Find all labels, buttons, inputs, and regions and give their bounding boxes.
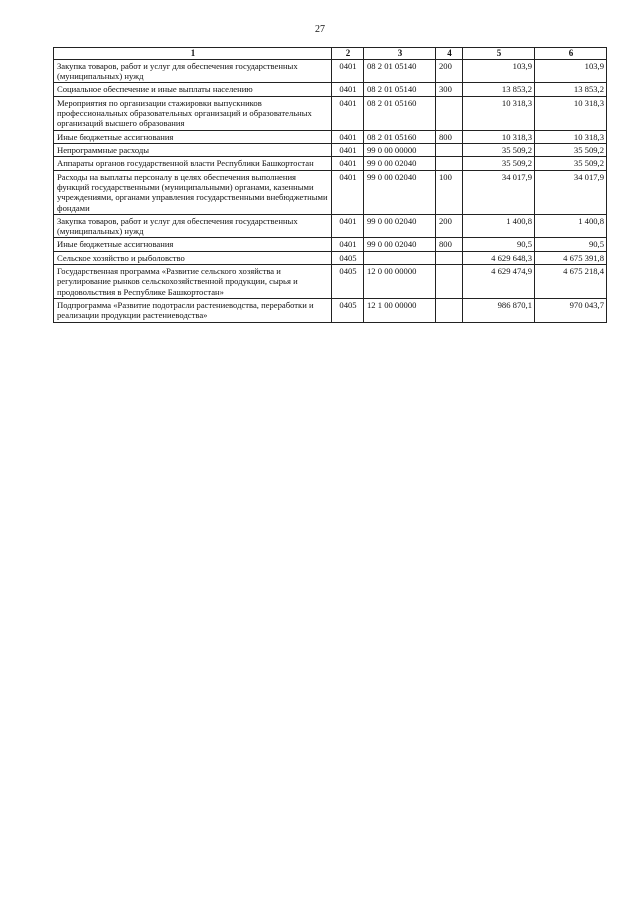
table-row [54, 170, 607, 214]
table-row [54, 143, 607, 156]
header-col-amount-1: 5 [463, 48, 535, 60]
cell-target-code: 99 0 00 02040 [364, 238, 436, 251]
table-row [54, 59, 607, 83]
cell-expense-type [436, 265, 463, 299]
header-col-amount-2: 6 [535, 48, 607, 60]
header-col-name: 1 [54, 48, 332, 60]
cell-name: Закупка товаров, работ и услуг для обеспечения государственных (муниципальных) нужд [54, 59, 332, 83]
cell-amount-2: 10 318,3 [535, 130, 607, 143]
cell-section-code: 0401 [332, 59, 364, 83]
header-col-section: 2 [332, 48, 364, 60]
cell-name: Социальное обеспечение и иные выплаты населению [54, 83, 332, 96]
cell-target-code: 08 2 01 05140 [364, 59, 436, 83]
cell-name: Непрограммные расходы [54, 143, 332, 156]
cell-amount-1: 35 509,2 [463, 157, 535, 170]
cell-expense-type: 800 [436, 130, 463, 143]
cell-expense-type [436, 96, 463, 130]
cell-amount-2: 4 675 391,8 [535, 251, 607, 264]
cell-expense-type: 200 [436, 214, 463, 238]
cell-amount-1: 1 400,8 [463, 214, 535, 238]
cell-section-code: 0405 [332, 299, 364, 323]
cell-section-code: 0401 [332, 157, 364, 170]
header-col-type: 4 [436, 48, 463, 60]
cell-amount-1: 4 629 474,9 [463, 265, 535, 299]
cell-name: Мероприятия по организации стажировки выпускников профессиональных образовательных организаций и образовательных организаций высшего образования [54, 96, 332, 130]
cell-amount-2: 1 400,8 [535, 214, 607, 238]
table-header-row [54, 48, 607, 60]
cell-expense-type: 800 [436, 238, 463, 251]
table-row [54, 83, 607, 96]
cell-amount-1: 13 853,2 [463, 83, 535, 96]
cell-expense-type [436, 299, 463, 323]
cell-target-code: 12 0 00 00000 [364, 265, 436, 299]
cell-target-code: 99 0 00 02040 [364, 170, 436, 214]
cell-section-code: 0401 [332, 170, 364, 214]
cell-target-code: 99 0 00 02040 [364, 214, 436, 238]
cell-expense-type [436, 251, 463, 264]
cell-expense-type: 300 [436, 83, 463, 96]
cell-amount-1: 4 629 648,3 [463, 251, 535, 264]
cell-amount-1: 10 318,3 [463, 96, 535, 130]
table-row [54, 265, 607, 299]
cell-amount-1: 90,5 [463, 238, 535, 251]
cell-name: Расходы на выплаты персоналу в целях обеспечения выполнения функций государственными (муниципальными) органами, казенными учреждениями, органами управления государственными внебюджетными фондами [54, 170, 332, 214]
table-row [54, 238, 607, 251]
cell-amount-1: 35 509,2 [463, 143, 535, 156]
cell-amount-2: 34 017,9 [535, 170, 607, 214]
table-row [54, 157, 607, 170]
cell-name: Подпрограмма «Развитие подотрасли растениеводства, переработки и реализации продукции растениеводства» [54, 299, 332, 323]
cell-section-code: 0401 [332, 143, 364, 156]
table-body [54, 59, 607, 322]
cell-amount-2: 13 853,2 [535, 83, 607, 96]
table-row [54, 96, 607, 130]
cell-section-code: 0405 [332, 251, 364, 264]
budget-table [53, 47, 607, 323]
header-col-target: 3 [364, 48, 436, 60]
cell-amount-1: 10 318,3 [463, 130, 535, 143]
cell-amount-2: 10 318,3 [535, 96, 607, 130]
cell-amount-2: 35 509,2 [535, 157, 607, 170]
cell-section-code: 0405 [332, 265, 364, 299]
table-row [54, 251, 607, 264]
page-number: 27 [315, 24, 325, 35]
cell-target-code: 08 2 01 05160 [364, 130, 436, 143]
cell-name: Иные бюджетные ассигнования [54, 238, 332, 251]
cell-section-code: 0401 [332, 83, 364, 96]
cell-name: Аппараты органов государственной власти Республики Башкортостан [54, 157, 332, 170]
cell-expense-type: 100 [436, 170, 463, 214]
cell-amount-1: 103,9 [463, 59, 535, 83]
cell-section-code: 0401 [332, 96, 364, 130]
cell-name: Сельское хозяйство и рыболовство [54, 251, 332, 264]
cell-name: Иные бюджетные ассигнования [54, 130, 332, 143]
cell-target-code: 99 0 00 00000 [364, 143, 436, 156]
cell-amount-2: 90,5 [535, 238, 607, 251]
cell-name: Государственная программа «Развитие сельского хозяйства и регулирование рынков сельскохозяйственной продукции, сырья и продовольствия в Республике Башкортостан» [54, 265, 332, 299]
cell-target-code: 08 2 01 05140 [364, 83, 436, 96]
cell-expense-type [436, 143, 463, 156]
cell-section-code: 0401 [332, 214, 364, 238]
cell-amount-1: 34 017,9 [463, 170, 535, 214]
cell-target-code: 08 2 01 05160 [364, 96, 436, 130]
cell-amount-1: 986 870,1 [463, 299, 535, 323]
cell-target-code: 99 0 00 02040 [364, 157, 436, 170]
table-row [54, 299, 607, 323]
cell-name: Закупка товаров, работ и услуг для обеспечения государственных (муниципальных) нужд [54, 214, 332, 238]
cell-target-code [364, 251, 436, 264]
cell-amount-2: 970 043,7 [535, 299, 607, 323]
cell-section-code: 0401 [332, 130, 364, 143]
table-row [54, 214, 607, 238]
cell-expense-type: 200 [436, 59, 463, 83]
cell-section-code: 0401 [332, 238, 364, 251]
cell-amount-2: 4 675 218,4 [535, 265, 607, 299]
cell-amount-2: 103,9 [535, 59, 607, 83]
cell-target-code: 12 1 00 00000 [364, 299, 436, 323]
table-row [54, 130, 607, 143]
cell-amount-2: 35 509,2 [535, 143, 607, 156]
cell-expense-type [436, 157, 463, 170]
